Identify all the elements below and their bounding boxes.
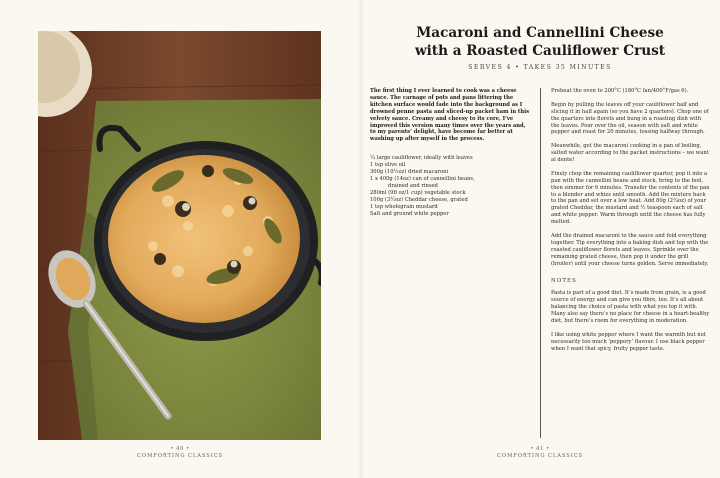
right-page-footer <box>460 446 620 460</box>
recipe-title-line-1: Macaroni and Cannellini Cheese <box>416 25 664 41</box>
ingredient-item: 100g (3½oz) Cheddar cheese, grated <box>370 196 468 203</box>
ingredient-list <box>370 155 530 217</box>
recipe-photo-illustration <box>38 31 321 440</box>
method-step: Meanwhile, get the macaroni cooking in a pan of boiling, salted water according to the packet instructions – we want al dente! <box>551 143 709 164</box>
recipe-photo <box>38 31 321 440</box>
recipe-title <box>380 24 700 60</box>
recipe-left-column <box>370 88 530 217</box>
ingredient-item: 1 x 400g (14oz) can of cannellini beans, <box>370 175 475 182</box>
ingredient-item: 280ml (9fl oz/1 cup) vegetable stock <box>370 189 466 196</box>
notes-heading: NOTES <box>551 277 577 284</box>
left-page-number: • 40 • <box>170 446 190 452</box>
note-paragraph: I like using white pepper where I want the warmth but not necessarily too much ‘peppery’ flavour. I use black pepper when I want that spicy, fruity pepper taste. <box>551 331 706 352</box>
method-step: Finely chop the remaining cauliflower quarter, pop it into a pan with the cannellini beans and stock, bring to the boil, then simmer for 6 minutes. Transfer the contents of the pan to a blender and whizz until smooth. Add the mixture back to the pan and set over a low heat. Add 80g (2¼oz) of your grated Cheddar, the mustard and ½ teaspoon each of salt and white pepper. Warm through until the cheese has fully melted. <box>551 170 710 226</box>
recipe-title-line-2: with a Roasted Cauliflower Crust <box>414 43 666 59</box>
recipe-subtitle: SERVES 4 • TAKES 35 MINUTES <box>468 64 612 71</box>
ingredient-item: ¼ large cauliflower, ideally with leaves <box>370 155 473 162</box>
ingredient-item: 1 tsp olive oil <box>370 162 406 169</box>
ingredient-item: drained and rinsed <box>388 182 438 189</box>
recipe-intro: The first thing I ever learned to cook was a cheese sauce. The carnage of pots and pans littering the kitchen surface would fade into the background as I drowned penne pasta and sliced-up packet ham in this velvety sauce. Creamy and cheesy to its core, I’ve improved this version many times over the years and, to my parents’ delight, have become far better at washing up after myself in the process. <box>370 88 529 143</box>
method-step: Begin by pulling the leaves off your cauliflower half and slicing it in half again (so you have 2 quarters). Chop one of the quarters into florets and bung in a roasting dish with the leaves. Pour over the oil, season with salt and white pepper and roast for 20 minutes, tossing halfway through. <box>551 101 709 136</box>
right-section-name: COMFORTING CLASSICS <box>497 453 583 459</box>
left-page-footer <box>100 446 260 460</box>
note-paragraph: Pasta is part of a good diet. It’s made from grain, is a good source of energy and can give you fibre, too. It’s all about balancing the choice of pasta with what you top it with. Many also say there’s no place for cheese in a heart-healthy diet, but there’s room for everything in moderation. <box>551 290 710 325</box>
column-divider <box>540 88 541 438</box>
recipe-right-column <box>551 88 711 359</box>
ingredient-item: 300g (10½oz) dried macaroni <box>370 169 449 176</box>
ingredient-item: Salt and ground white pepper <box>370 210 449 217</box>
left-section-name: COMFORTING CLASSICS <box>137 453 223 459</box>
page-gutter <box>358 0 364 478</box>
method-step: Add the drained macaroni to the sauce and fold everything together. Tip everything into a baking dish and top with the roasted cauliflower florets and leaves. Sprinkle over the remaining grated cheese, then pop it under the grill (broiler) until your cheese turns golden. Serve immediately. <box>551 232 709 267</box>
method-step: Preheat the oven to 200°C (180°C fan/400°F/gas 6). <box>551 88 689 94</box>
ingredient-item: 1 tsp wholegrain mustard <box>370 203 438 210</box>
right-page-number: • 41 • <box>530 446 550 452</box>
